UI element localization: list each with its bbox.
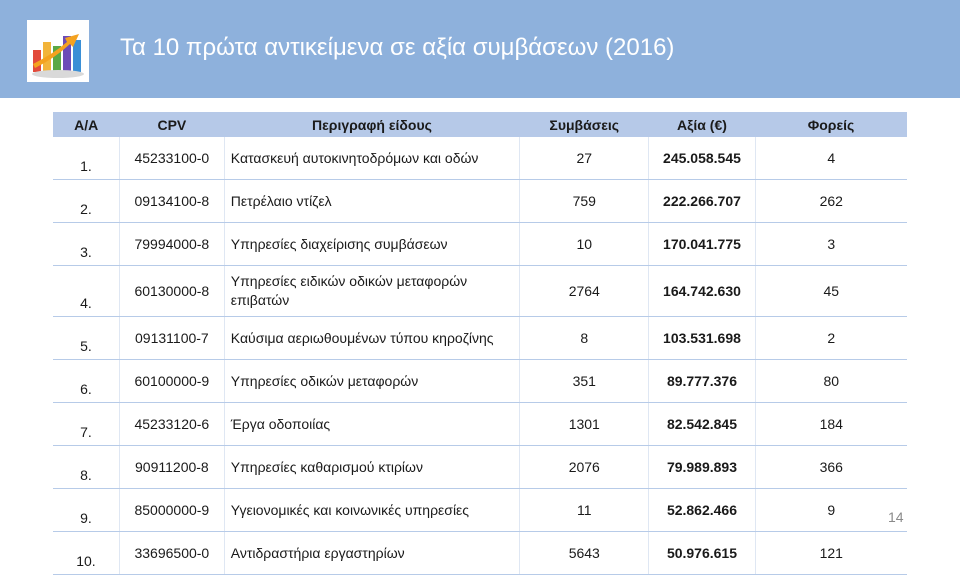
header-cpv: CPV (119, 112, 224, 137)
table-row (53, 446, 907, 489)
row-cpv: 85000000-9 (119, 489, 224, 532)
row-description: Υπηρεσίες καθαρισμού κτιρίων (224, 446, 519, 489)
row-contracts: 759 (520, 180, 649, 223)
row-cpv: 79994000-8 (119, 223, 224, 266)
row-contracts: 10 (520, 223, 649, 266)
row-cpv: 45233100-0 (119, 137, 224, 180)
row-description: Καύσιμα αεριωθουμένων τύπου κηροζίνης (224, 317, 519, 360)
row-contracts: 8 (520, 317, 649, 360)
row-suppliers: 80 (755, 360, 907, 403)
row-contracts: 11 (520, 489, 649, 532)
row-value: 52.862.466 (649, 489, 755, 532)
slide-header (0, 0, 960, 98)
row-suppliers: 366 (755, 446, 907, 489)
row-value: 103.531.698 (649, 317, 755, 360)
header-description: Περιγραφή είδους (224, 112, 519, 137)
table-header-row (53, 112, 907, 137)
table-row (53, 360, 907, 403)
row-contracts: 1301 (520, 403, 649, 446)
row-value: 222.266.707 (649, 180, 755, 223)
row-description: Υπηρεσίες ειδικών οδικών μεταφορών επιβατών (224, 266, 519, 317)
table-row (53, 403, 907, 446)
row-cpv: 60130000-8 (119, 266, 224, 317)
row-suppliers: 9 (755, 489, 907, 532)
row-description: Πετρέλαιο ντίζελ (224, 180, 519, 223)
row-suppliers: 3 (755, 223, 907, 266)
slide-title: Τα 10 πρώτα αντικείμενα σε αξία συμβάσεων (2016) (120, 34, 675, 61)
row-contracts: 27 (520, 137, 649, 180)
row-value: 89.777.376 (649, 360, 755, 403)
row-cpv: 09131100-7 (119, 317, 224, 360)
row-cpv: 90911200-8 (119, 446, 224, 489)
row-number: 4. (53, 266, 119, 317)
table-row (53, 317, 907, 360)
row-suppliers: 121 (755, 532, 907, 575)
row-suppliers: 184 (755, 403, 907, 446)
row-contracts: 2764 (520, 266, 649, 317)
row-number: 9. (53, 489, 119, 532)
table-row (53, 532, 907, 575)
row-suppliers: 2 (755, 317, 907, 360)
row-description: Έργα οδοποιίας (224, 403, 519, 446)
bar-chart-graphic (27, 20, 89, 82)
row-number: 1. (53, 137, 119, 180)
table-row (53, 489, 907, 532)
row-value: 50.976.615 (649, 532, 755, 575)
row-value: 245.058.545 (649, 137, 755, 180)
row-number: 2. (53, 180, 119, 223)
row-description: Υπηρεσίες διαχείρισης συμβάσεων (224, 223, 519, 266)
row-contracts: 5643 (520, 532, 649, 575)
header-value: Αξία (€) (649, 112, 755, 137)
header-contracts: Συμβάσεις (520, 112, 649, 137)
header-no: Α/Α (53, 112, 119, 137)
row-value: 79.989.893 (649, 446, 755, 489)
top-contracts-table (53, 112, 907, 575)
row-cpv: 45233120-6 (119, 403, 224, 446)
row-description: Αντιδραστήρια εργαστηρίων (224, 532, 519, 575)
row-cpv: 33696500-0 (119, 532, 224, 575)
page-number: 14 (888, 509, 904, 525)
row-contracts: 2076 (520, 446, 649, 489)
table-row (53, 180, 907, 223)
header-suppliers: Φορείς (755, 112, 907, 137)
row-suppliers: 45 (755, 266, 907, 317)
table-row (53, 137, 907, 180)
row-number: 3. (53, 223, 119, 266)
table-row (53, 266, 907, 317)
table-row (53, 223, 907, 266)
row-value: 170.041.775 (649, 223, 755, 266)
row-description: Υγειονομικές και κοινωνικές υπηρεσίες (224, 489, 519, 532)
row-contracts: 351 (520, 360, 649, 403)
row-description: Υπηρεσίες οδικών μεταφορών (224, 360, 519, 403)
row-value: 82.542.845 (649, 403, 755, 446)
row-number: 10. (53, 532, 119, 575)
row-value: 164.742.630 (649, 266, 755, 317)
row-cpv: 09134100-8 (119, 180, 224, 223)
row-suppliers: 262 (755, 180, 907, 223)
row-description: Κατασκευή αυτοκινητοδρόμων και οδών (224, 137, 519, 180)
row-number: 5. (53, 317, 119, 360)
row-cpv: 60100000-9 (119, 360, 224, 403)
row-suppliers: 4 (755, 137, 907, 180)
row-number: 6. (53, 360, 119, 403)
row-number: 8. (53, 446, 119, 489)
row-number: 7. (53, 403, 119, 446)
bar-chart-icon (27, 20, 89, 82)
